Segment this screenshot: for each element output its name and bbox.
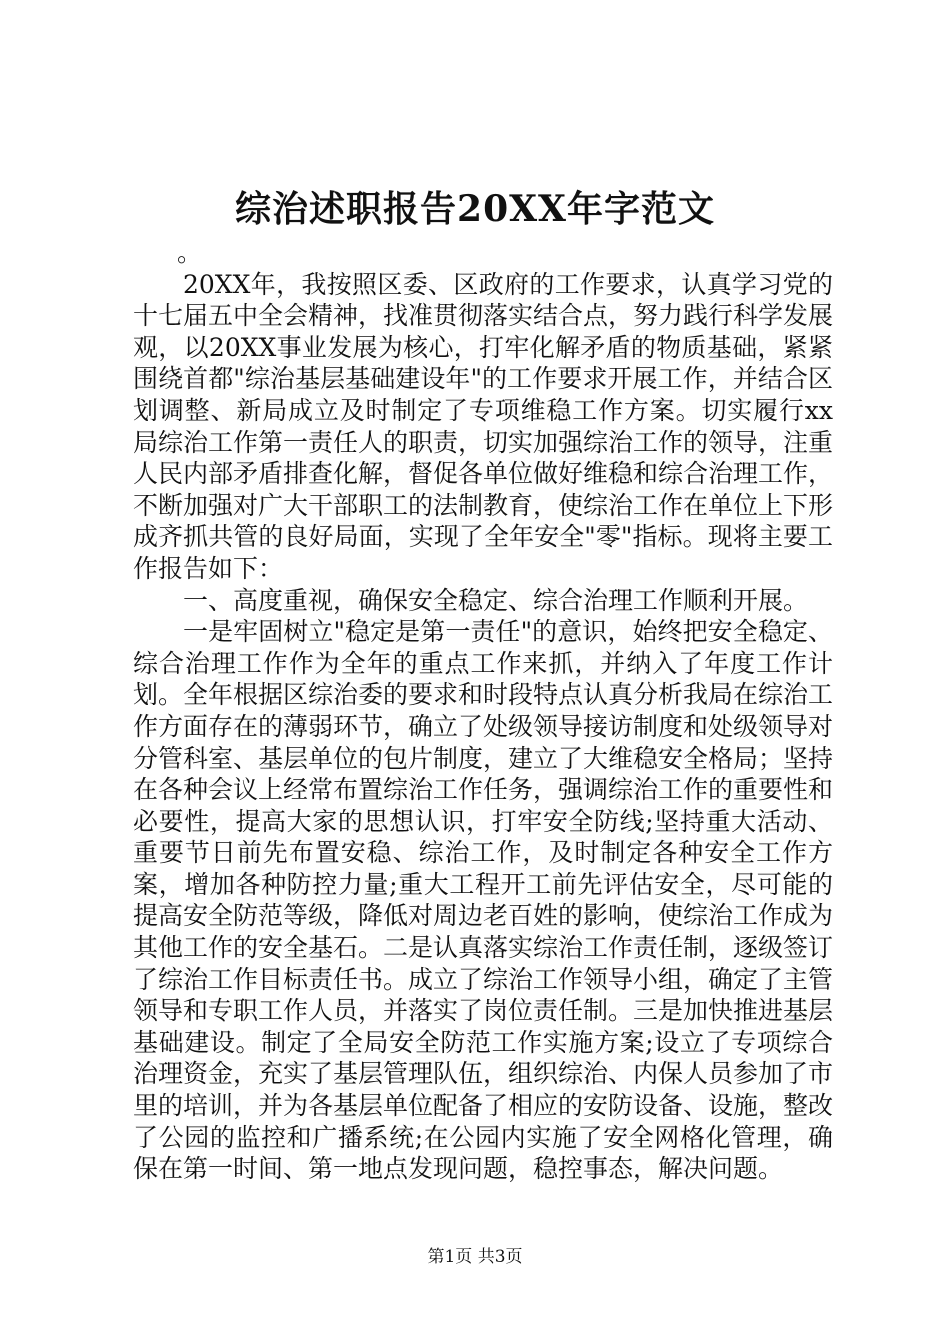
- paragraph-intro: 20XX年，我按照区委、区政府的工作要求，认真学习党的十七届五中全会精神，找准贯彻落实结合点，努力践行科学发展观，以20XX事业发展为核心，打牢化解矛盾的物质基础，紧紧围绕首都"综治基层基础建设年"的工作要求开展工作，并结合区划调整、新局成立及时制定了专项维稳工作方案。切实履行xx局综治工作第一责任人的职责，切实加强综治工作的领导，注重人民内部矛盾排查化解，督促各单位做好维稳和综合治理工作，不断加强对广大干部职工的法制教育，使综治工作在单位上下形成齐抓共管的良好局面，实现了全年安全"零"指标。现将主要工作报告如下：: [133, 269, 834, 583]
- document-title: 综治述职报告20XX年字范文: [235, 188, 715, 230]
- document-body: [133, 237, 833, 1185]
- page-footer: 第1页 共3页: [427, 1247, 523, 1267]
- lead-mark: 。: [177, 238, 203, 267]
- paragraph-section-1: 一是牢固树立"稳定是第一责任"的意识，始终把安全稳定、综合治理工作作为全年的重点工作来抓，并纳入了年度工作计划。全年根据区综治委的要求和时段特点认真分析我局在综治工作方面存在的薄弱环节，确立了处级领导接访制度和处级领导对分管科室、基层单位的包片制度，建立了大维稳安全格局；坚持在各种会议上经常布置综治工作任务，强调综治工作的重要性和必要性，提高大家的思想认识，打牢安全防线;坚持重大活动、重要节日前先布置安稳、综治工作，及时制定各种安全工作方案，增加各种防控力量;重大工程开工前先评估安全，尽可能的提高安全防范等级，降低对周边老百姓的影响，使综治工作成为其他工作的安全基石。二是认真落实综治工作责任制，逐级签订了综治工作目标责任书。成立了综治工作领导小组，确定了主管领导和专职工作人员，并落实了岗位责任制。三是加快推进基层基础建设。制定了全局安全防范工作实施方案;设立了专项综合治理资金，充实了基层管理队伍，组织综治、内保人员参加了市里的培训，并为各基层单位配备了相应的安防设备、设施，整改了公园的监控和广播系统;在公园内实施了安全网格化管理，确保在第一时间、第一地点发现问题，稳控事态，解决问题。: [133, 617, 834, 1184]
- section-heading-1: 一、高度重视，确保安全稳定、综合治理工作顺利开展。: [183, 585, 809, 615]
